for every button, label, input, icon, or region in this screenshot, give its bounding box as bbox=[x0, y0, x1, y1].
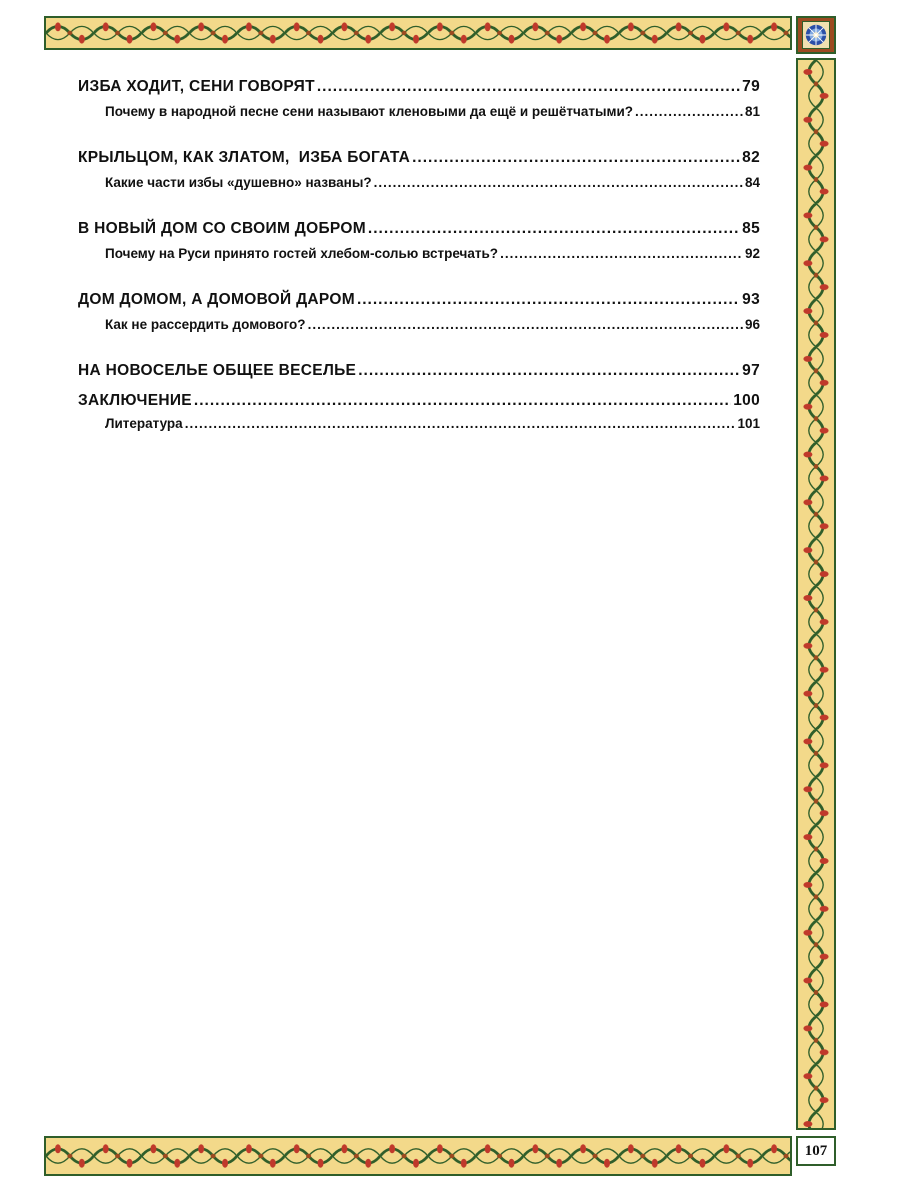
dot-leader bbox=[357, 291, 740, 309]
toc-entry-title: КРЫЛЬЦОМ, КАК ЗЛАТОМ, ИЗБА БОГАТА bbox=[78, 149, 411, 166]
toc-entry-page: 79 bbox=[742, 78, 760, 95]
toc-entry-title: ИЗБА ХОДИТ, СЕНИ ГОВОРЯТ bbox=[78, 78, 315, 95]
toc-entry-title: Почему на Руси принято гостей хлебом-солью встречать? bbox=[105, 246, 499, 261]
toc-section-entry[interactable] bbox=[78, 175, 760, 199]
toc-entry-page: 85 bbox=[742, 220, 760, 237]
toc-entry-page: 97 bbox=[742, 362, 760, 379]
floral-ornament-bottom bbox=[46, 1138, 790, 1174]
toc-chapter-entry[interactable] bbox=[78, 149, 760, 171]
toc-entry-page: 84 bbox=[744, 175, 760, 190]
toc-entry-page: 92 bbox=[744, 246, 760, 261]
floral-ornament-right bbox=[798, 60, 834, 1128]
toc-entry-title: ДОМ ДОМОМ, А ДОМОВОЙ ДАРОМ bbox=[78, 291, 355, 308]
corner-ornament bbox=[796, 16, 836, 54]
toc-entry-page: 96 bbox=[744, 317, 760, 332]
page-number: 107 bbox=[796, 1136, 836, 1166]
toc-entry-page: 100 bbox=[733, 392, 760, 409]
toc-section-entry[interactable] bbox=[78, 317, 760, 341]
toc-section-entry[interactable] bbox=[78, 246, 760, 270]
toc-chapter-entry[interactable] bbox=[78, 362, 760, 384]
toc-entry-page: 82 bbox=[742, 149, 760, 166]
toc-entry-title: Какие части избы «душевно» названы? bbox=[105, 175, 372, 190]
table-of-contents bbox=[78, 78, 760, 440]
toc-entry-title: В НОВЫЙ ДОМ СО СВОИМ ДОБРОМ bbox=[78, 220, 366, 237]
toc-entry-title: Как не рассердить домового? bbox=[105, 317, 306, 332]
dot-leader bbox=[368, 220, 740, 238]
toc-chapter-entry[interactable] bbox=[78, 392, 760, 414]
dot-leader bbox=[500, 246, 743, 261]
toc-section-entry[interactable] bbox=[78, 104, 760, 128]
dot-leader bbox=[317, 78, 740, 96]
dot-leader bbox=[194, 392, 731, 410]
dot-leader bbox=[185, 416, 736, 431]
toc-entry-page: 81 bbox=[744, 104, 760, 119]
toc-chapter-entry[interactable] bbox=[78, 291, 760, 313]
toc-entry-title: Литература bbox=[105, 416, 183, 431]
dot-leader bbox=[635, 104, 743, 119]
ornamental-border-top bbox=[44, 16, 792, 50]
toc-entry-title: Почему в народной песне сени называют кленовыми да ещё и решётчатыми? bbox=[105, 104, 634, 119]
toc-entry-title: НА НОВОСЕЛЬЕ ОБЩЕЕ ВЕСЕЛЬЕ bbox=[78, 362, 357, 379]
dot-leader bbox=[412, 149, 740, 167]
floral-ornament-top bbox=[46, 18, 790, 48]
ornamental-border-bottom bbox=[44, 1136, 792, 1176]
toc-entry-title: ЗАКЛЮЧЕНИЕ bbox=[78, 392, 192, 409]
toc-chapter-entry[interactable] bbox=[78, 220, 760, 242]
dot-leader bbox=[374, 175, 743, 190]
toc-chapter-entry[interactable] bbox=[78, 78, 760, 100]
ornamental-border-right bbox=[796, 58, 836, 1130]
dot-leader bbox=[358, 362, 740, 380]
toc-entry-page: 101 bbox=[737, 416, 760, 431]
toc-entry-page: 93 bbox=[742, 291, 760, 308]
dot-leader bbox=[308, 317, 743, 332]
rosette-icon bbox=[803, 22, 829, 48]
toc-section-entry[interactable] bbox=[78, 416, 760, 440]
